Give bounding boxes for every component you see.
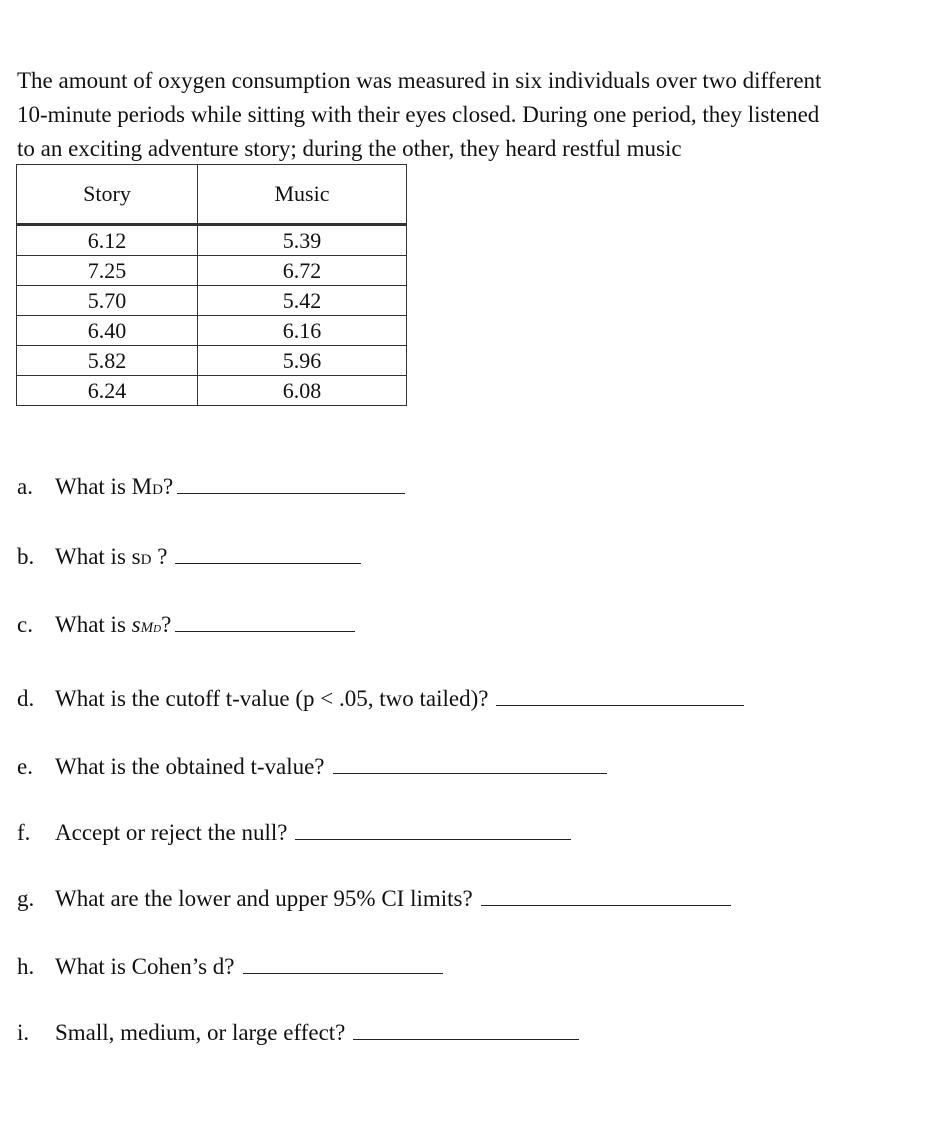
question-c-subsubscript: D xyxy=(153,623,162,635)
story-cell: 6.24 xyxy=(17,376,198,406)
question-i-text: Small, medium, or large effect? xyxy=(55,1020,346,1045)
question-c-variable: s xyxy=(131,612,141,637)
question-letter: c. xyxy=(17,612,33,637)
question-g-text: What are the lower and upper 95% CI limits? xyxy=(55,886,473,911)
question-letter: e. xyxy=(17,754,33,779)
question-letter: i. xyxy=(17,1020,30,1045)
question-letter: d. xyxy=(17,686,35,711)
story-cell: 5.70 xyxy=(17,286,198,316)
header-music: Music xyxy=(198,165,407,225)
answer-blank-a[interactable] xyxy=(177,492,405,494)
intro-line-1: The amount of oxygen consumption was measured in six individuals over two different xyxy=(17,68,822,93)
question-c-suffix: ? xyxy=(161,612,172,637)
question-f xyxy=(17,820,571,846)
question-a-suffix: ? xyxy=(162,474,174,499)
question-h xyxy=(17,954,443,980)
question-g xyxy=(17,886,731,912)
table-row xyxy=(17,226,407,256)
answer-blank-f[interactable] xyxy=(295,838,571,840)
music-cell: 6.08 xyxy=(198,376,407,406)
question-b-suffix: ? xyxy=(151,544,168,569)
question-d-text: What is the cutoff t-value (p < .05, two tailed)? xyxy=(55,686,489,711)
question-b-subscript: D xyxy=(140,552,152,568)
intro-line-3: to an exciting adventure story; during the other, they heard restful music xyxy=(17,136,682,161)
question-d xyxy=(17,686,744,712)
question-b-prefix: What is s xyxy=(55,544,141,569)
question-e-text: What is the obtained t-value? xyxy=(55,754,325,779)
answer-blank-h[interactable] xyxy=(243,972,443,974)
question-i xyxy=(17,1020,579,1046)
story-cell: 5.82 xyxy=(17,346,198,376)
question-c xyxy=(17,612,355,638)
answer-blank-e[interactable] xyxy=(333,772,607,774)
question-a xyxy=(17,474,405,500)
music-cell: 5.39 xyxy=(198,226,407,256)
oxygen-data-table xyxy=(16,164,407,406)
story-cell: 6.12 xyxy=(17,226,198,256)
question-letter: h. xyxy=(17,954,35,979)
story-cell: 6.40 xyxy=(17,316,198,346)
question-letter: f. xyxy=(17,820,31,845)
intro-line-2: 10-minute periods while sitting with their eyes closed. During one period, they listened xyxy=(17,102,820,127)
question-a-subscript: D xyxy=(152,482,163,498)
table-row xyxy=(17,286,407,316)
header-story: Story xyxy=(17,165,198,225)
music-cell: 5.42 xyxy=(198,286,407,316)
answer-blank-d[interactable] xyxy=(496,704,744,706)
music-cell: 6.16 xyxy=(198,316,407,346)
question-e xyxy=(17,754,607,780)
question-c-prefix: What is xyxy=(55,612,132,637)
question-f-text: Accept or reject the null? xyxy=(55,820,288,845)
table-row xyxy=(17,316,407,346)
question-c-subscript: M xyxy=(140,620,154,636)
question-letter: a. xyxy=(17,474,33,499)
answer-blank-b[interactable] xyxy=(175,562,361,564)
table-row xyxy=(17,346,407,376)
answer-blank-i[interactable] xyxy=(353,1038,579,1040)
question-b xyxy=(17,544,361,570)
question-letter: g. xyxy=(17,886,35,911)
table-header-row xyxy=(17,165,407,225)
question-h-text: What is Cohen’s d? xyxy=(55,954,235,979)
music-cell: 6.72 xyxy=(198,256,407,286)
music-cell: 5.96 xyxy=(198,346,407,376)
table-row xyxy=(17,256,407,286)
problem-description xyxy=(17,64,917,166)
question-letter: b. xyxy=(17,544,35,569)
answer-blank-g[interactable] xyxy=(481,904,731,906)
story-cell: 7.25 xyxy=(17,256,198,286)
table-row xyxy=(17,376,407,406)
answer-blank-c[interactable] xyxy=(175,630,355,632)
question-a-prefix: What is M xyxy=(55,474,153,499)
